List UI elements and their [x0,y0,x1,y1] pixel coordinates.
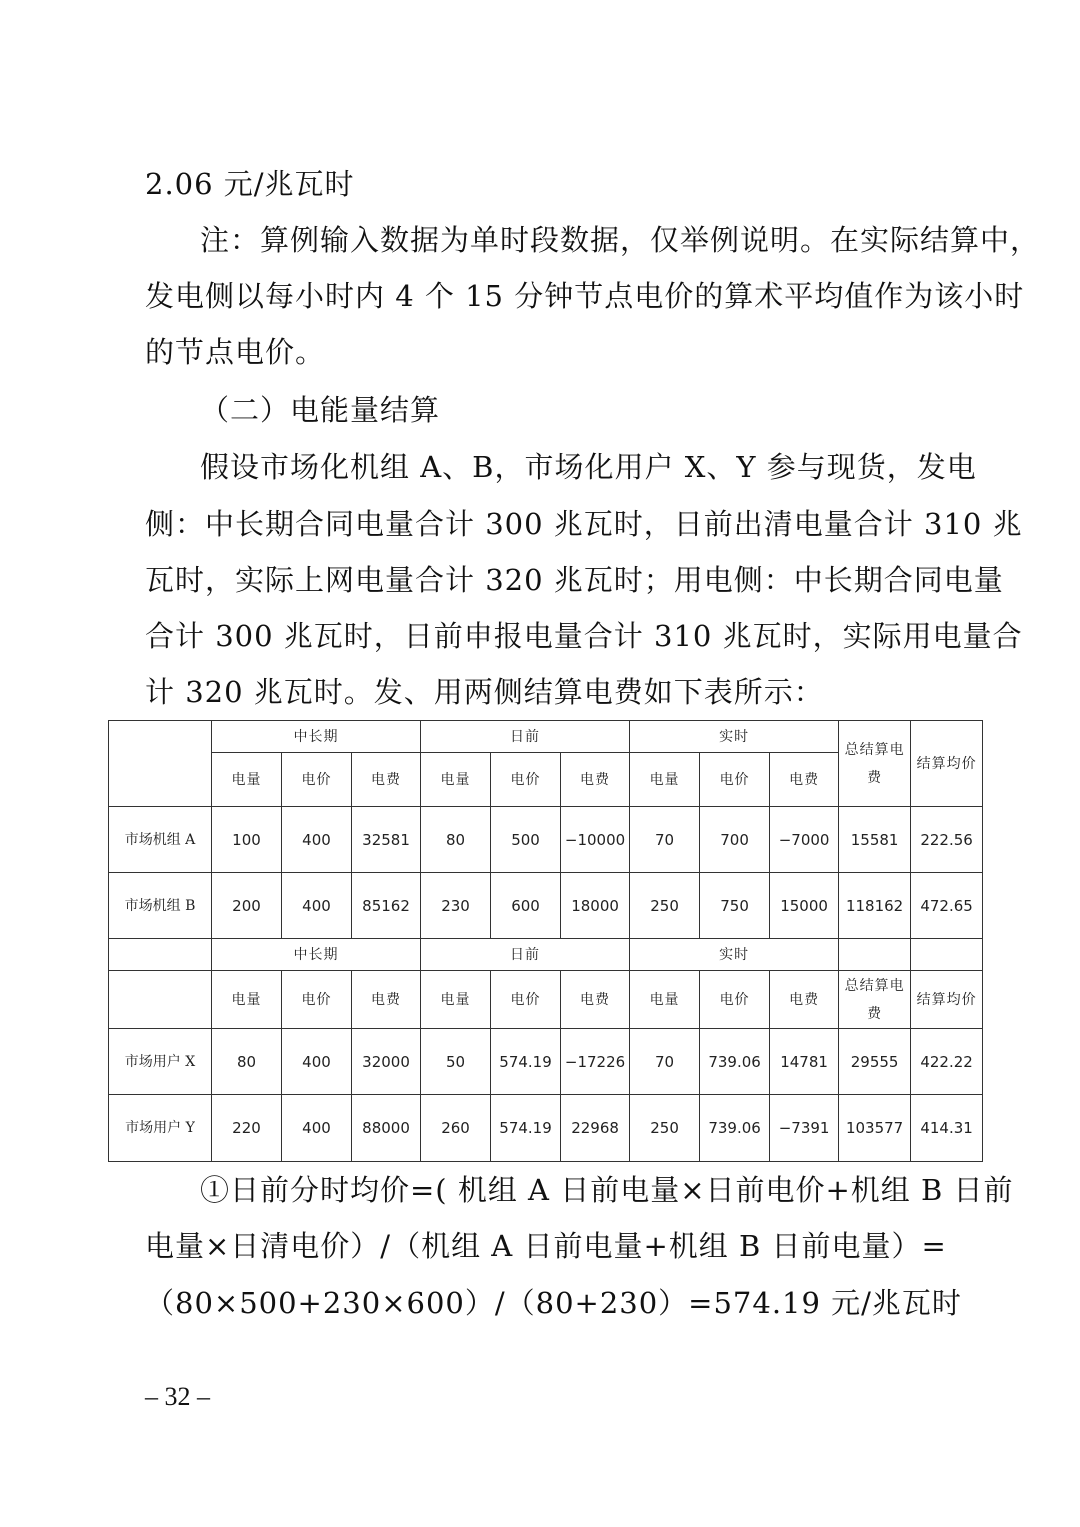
paragraph-line-3: 瓦时，实际上网电量合计 320 兆瓦时；用电侧：中长期合同电量 [145,563,1004,597]
table-cell: 80 [212,1029,282,1095]
sub-header-fee: 电费 [561,753,630,807]
header-avg-price: 结算均价 [911,971,983,1029]
user-sub-header-row [109,971,983,1029]
sub-header-price: 电价 [282,753,352,807]
sub-header-fee: 电费 [352,971,421,1029]
table-cell: 739.06 [700,1029,770,1095]
table-cell: 18000 [561,873,630,939]
table-cell: 400 [282,873,352,939]
table-cell: 230 [421,873,491,939]
sub-header-energy: 电量 [212,753,282,807]
price-continuation: 2.06 元/兆瓦时 [145,167,355,201]
settlement-table [108,720,983,1162]
table-cell: 500 [491,807,561,873]
table-cell: 32581 [352,807,421,873]
sub-header-price: 电价 [700,971,770,1029]
table-cell: 14781 [770,1029,839,1095]
table-row-unit-b [109,873,983,939]
formula-line-1: ①日前分时均价=( 机组 A 日前电量×日前电价+机组 B 日前 [200,1173,1014,1207]
table-cell: 600 [491,873,561,939]
table-cell: 422.22 [911,1029,983,1095]
table-row-user-x [109,1029,983,1095]
table-cell: 15000 [770,873,839,939]
blank-cell [109,971,212,1029]
table-cell: 400 [282,1095,352,1162]
table-cell: 250 [630,873,700,939]
formula-line-3: （80×500+230×600）/（80+230）=574.19 元/兆瓦时 [145,1286,962,1320]
table-cell: 400 [282,1029,352,1095]
table-cell: 88000 [352,1095,421,1162]
header-total-fee: 总结算电费 [839,721,911,807]
blank-cell [911,939,983,971]
table-row-unit-a [109,807,983,873]
table-cell: 70 [630,1029,700,1095]
sub-header-price: 电价 [282,971,352,1029]
table-cell: 85162 [352,873,421,939]
table-cell: 574.19 [491,1029,561,1095]
row-label: 市场用户 Y [109,1095,212,1162]
table-cell: −17226 [561,1029,630,1095]
note-line-1: 注：算例输入数据为单时段数据，仅举例说明。在实际结算中， [200,223,1041,257]
sub-header-price: 电价 [491,971,561,1029]
paragraph-line-1: 假设市场化机组 A、B，市场化用户 X、Y 参与现货，发电 [200,450,977,484]
sub-header-energy: 电量 [421,971,491,1029]
formula-line-2: 电量×日清电价）/（机组 A 日前电量+机组 B 日前电量）= [145,1229,947,1263]
table-cell: 260 [421,1095,491,1162]
blank-cell [839,939,911,971]
group-header-long-term: 中长期 [212,939,421,971]
table-cell: 750 [700,873,770,939]
table-cell: 414.31 [911,1095,983,1162]
table-cell: 739.06 [700,1095,770,1162]
sub-header-fee: 电费 [770,971,839,1029]
group-header-real-time: 实时 [630,721,839,753]
blank-cell [109,939,212,971]
table-cell: 200 [212,873,282,939]
table-cell: 50 [421,1029,491,1095]
page-number: – 32 – [145,1382,210,1411]
table-cell: 220 [212,1095,282,1162]
sub-header-energy: 电量 [212,971,282,1029]
table-cell: 29555 [839,1029,911,1095]
table-row-user-y [109,1095,983,1162]
table-cell: 250 [630,1095,700,1162]
table-cell: 80 [421,807,491,873]
user-group-header-row [109,939,983,971]
table-cell: 32000 [352,1029,421,1095]
group-header-long-term: 中长期 [212,721,421,753]
table-cell: 472.65 [911,873,983,939]
sub-header-fee: 电费 [352,753,421,807]
header-total-fee: 总结算电费 [839,971,911,1029]
table-cell: 400 [282,807,352,873]
paragraph-line-2: 侧：中长期合同电量合计 300 兆瓦时，日前出清电量合计 310 兆 [145,507,1023,541]
table-cell: 22968 [561,1095,630,1162]
sub-header-energy: 电量 [630,753,700,807]
note-line-2: 发电侧以每小时内 4 个 15 分钟节点电价的算术平均值作为该小时 [145,279,1025,313]
row-label: 市场用户 X [109,1029,212,1095]
table-cell: 103577 [839,1095,911,1162]
group-header-real-time: 实时 [630,939,839,971]
sub-header-energy: 电量 [421,753,491,807]
table-cell: 222.56 [911,807,983,873]
corner-cell [109,721,212,807]
table-cell: 100 [212,807,282,873]
sub-header-price: 电价 [491,753,561,807]
note-line-3: 的节点电价。 [145,335,326,369]
sub-header-energy: 电量 [630,971,700,1029]
table-cell: 70 [630,807,700,873]
sub-header-fee: 电费 [561,971,630,1029]
gen-group-header-row [109,721,983,753]
table-cell: 15581 [839,807,911,873]
group-header-day-ahead: 日前 [421,939,630,971]
row-label: 市场机组 A [109,807,212,873]
table-cell: −7391 [770,1095,839,1162]
sub-header-fee: 电费 [770,753,839,807]
table-cell: −7000 [770,807,839,873]
table-cell: 574.19 [491,1095,561,1162]
sub-header-price: 电价 [700,753,770,807]
section-heading: （二）电能量结算 [200,393,441,427]
table-cell: −10000 [561,807,630,873]
paragraph-line-5: 计 320 兆瓦时。发、用两侧结算电费如下表所示： [145,675,824,709]
table-cell: 700 [700,807,770,873]
header-avg-price: 结算均价 [911,721,983,807]
paragraph-line-4: 合计 300 兆瓦时，日前申报电量合计 310 兆瓦时，实际用电量合 [145,619,1023,653]
group-header-day-ahead: 日前 [421,721,630,753]
row-label: 市场机组 B [109,873,212,939]
table-cell: 118162 [839,873,911,939]
